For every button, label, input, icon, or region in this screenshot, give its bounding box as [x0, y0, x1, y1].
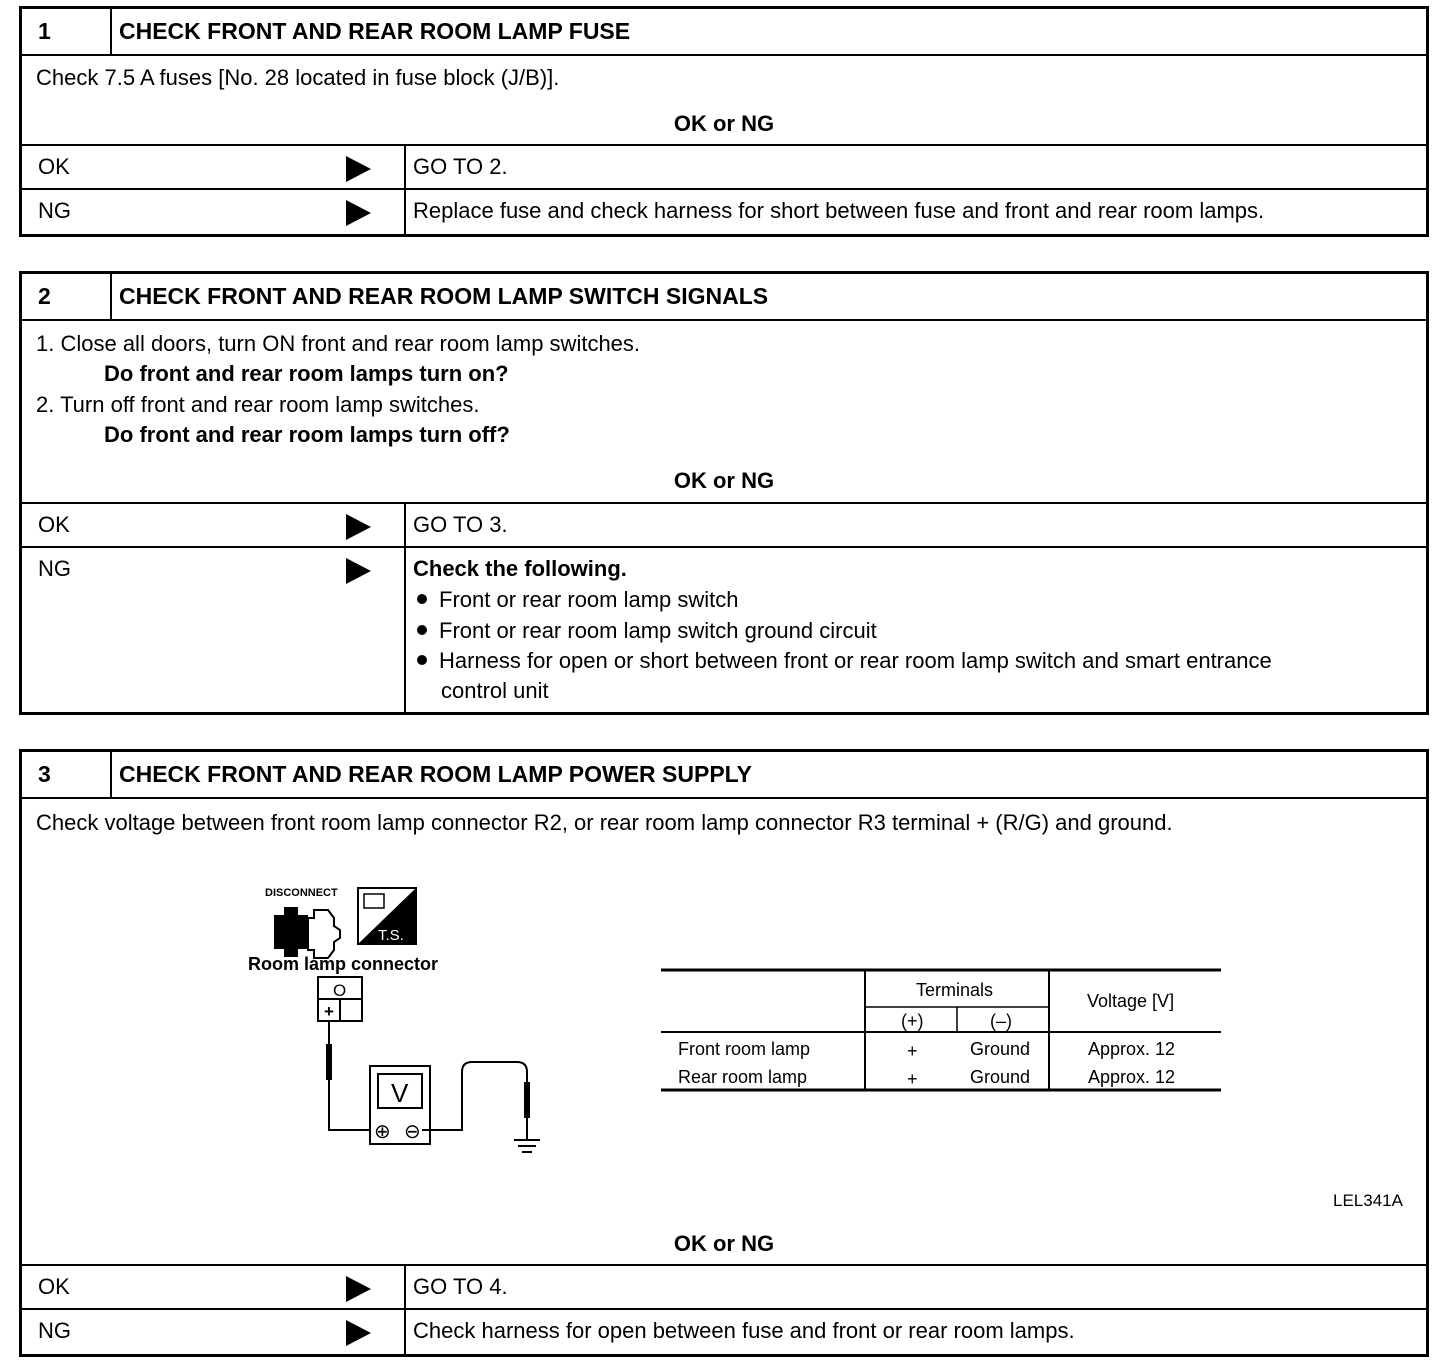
- step2-line1: 1. Close all doors, turn ON front and rear room lamp switches.: [36, 331, 641, 356]
- room-lamp-connector-icon: [318, 977, 362, 1021]
- arrow-right-icon: [346, 156, 371, 182]
- row-plus: +: [907, 1041, 918, 1061]
- step2-line2: 2. Turn off front and rear room lamp switches.: [36, 392, 480, 417]
- step1-header: [22, 9, 1426, 56]
- step2-title: CHECK FRONT AND REAR ROOM LAMP SWITCH SIGNALS: [119, 283, 769, 309]
- arrow-right-icon: [346, 514, 371, 540]
- bullet-icon: [417, 625, 427, 635]
- svg-text:⊖: ⊖: [404, 1121, 421, 1143]
- step1-instruction: Check 7.5 A fuses [No. 28 located in fuse block (J/B)].: [36, 65, 560, 90]
- row-name: Rear room lamp: [678, 1067, 808, 1087]
- svg-text:DISCONNECT: DISCONNECT: [265, 887, 338, 899]
- step2-ok-or-ng: OK or NG: [673, 468, 775, 493]
- step2-number: 2: [38, 283, 51, 309]
- step2-box: [19, 271, 1429, 715]
- step2-header: [22, 274, 1426, 321]
- step3-ok-row: [22, 1264, 1426, 1310]
- header-voltage: Voltage [V]: [1087, 991, 1175, 1011]
- ng-item: Harness for open or short between front or rear room lamp switch and smart entrance: [413, 648, 1272, 674]
- ng-item: Front or rear room lamp switch ground circuit: [413, 618, 877, 644]
- bullet-icon: [417, 594, 427, 604]
- voltmeter-icon: [370, 1066, 430, 1144]
- arrow-right-icon: [346, 1276, 371, 1302]
- step3-box: [19, 749, 1429, 1357]
- ok-result: GO TO 2.: [413, 154, 508, 179]
- step3-header: [22, 752, 1426, 799]
- voltage-check-diagram: [22, 872, 1422, 1272]
- arrow-right-icon: [346, 558, 371, 584]
- figure-code: LEL341A: [1333, 1191, 1403, 1210]
- row-voltage: Approx. 12: [1088, 1067, 1176, 1087]
- svg-text:+: +: [324, 1002, 334, 1021]
- connector-label: Room lamp connector: [248, 954, 439, 974]
- step1-box: [19, 6, 1429, 237]
- bullet-icon: [417, 655, 427, 665]
- step1-ok-row: [22, 144, 1426, 190]
- step1-title: CHECK FRONT AND REAR ROOM LAMP FUSE: [119, 18, 631, 44]
- row-voltage: Approx. 12: [1088, 1039, 1176, 1059]
- svg-text:T.S.: T.S.: [378, 927, 404, 944]
- ground-symbol-icon: [514, 1140, 540, 1152]
- row-plus: +: [907, 1069, 918, 1089]
- step3-ng-row: [22, 1308, 1426, 1356]
- header-plus: (+): [901, 1011, 924, 1031]
- row-minus: Ground: [970, 1039, 1031, 1059]
- svg-text:O: O: [333, 981, 347, 1000]
- step3-ok-or-ng: OK or NG: [673, 1231, 775, 1256]
- step2-question1: Do front and rear room lamps turn on?: [104, 361, 509, 386]
- ng-item: Front or rear room lamp switch: [413, 587, 739, 613]
- disconnect-icon: [265, 887, 340, 958]
- header-minus: (–): [990, 1011, 1012, 1031]
- ok-label: OK: [38, 1274, 70, 1299]
- ng-result: Check harness for open between fuse and front or rear room lamps.: [413, 1318, 1075, 1343]
- step3-number: 3: [38, 761, 51, 787]
- step2-question2: Do front and rear room lamps turn off?: [104, 422, 510, 447]
- step3-title: CHECK FRONT AND REAR ROOM LAMP POWER SUPPLY: [119, 761, 752, 787]
- arrow-right-icon: [346, 1320, 371, 1346]
- ng-label: NG: [38, 556, 71, 581]
- step1-ok-or-ng: OK or NG: [673, 111, 775, 136]
- svg-text:⊕: ⊕: [374, 1121, 391, 1143]
- ng-item-continued: control unit: [441, 678, 549, 703]
- svg-text:V: V: [391, 1078, 409, 1108]
- step1-ng-row: [22, 188, 1426, 236]
- voltage-table: [661, 970, 1221, 1090]
- row-name: Front room lamp: [678, 1039, 811, 1059]
- ok-result: GO TO 4.: [413, 1274, 508, 1299]
- row-minus: Ground: [970, 1067, 1031, 1087]
- ng-heading: Check the following.: [413, 556, 627, 581]
- ok-result: GO TO 3.: [413, 512, 508, 537]
- ng-label: NG: [38, 1318, 71, 1343]
- step3-instruction: Check voltage between front room lamp connector R2, or rear room lamp connector R3 terminal + (R/G) and ground.: [36, 810, 1173, 835]
- ok-label: OK: [38, 512, 70, 537]
- ng-label: NG: [38, 198, 71, 223]
- tester-symbol-icon: [358, 888, 416, 944]
- ok-label: OK: [38, 154, 70, 179]
- arrow-right-icon: [346, 200, 371, 226]
- step2-ok-row: [22, 502, 1426, 548]
- header-terminals: Terminals: [916, 980, 994, 1000]
- step2-ng-row: [22, 546, 1426, 714]
- step1-number: 1: [38, 18, 51, 44]
- ng-result: Replace fuse and check harness for short between fuse and front and rear room lamps.: [413, 198, 1265, 223]
